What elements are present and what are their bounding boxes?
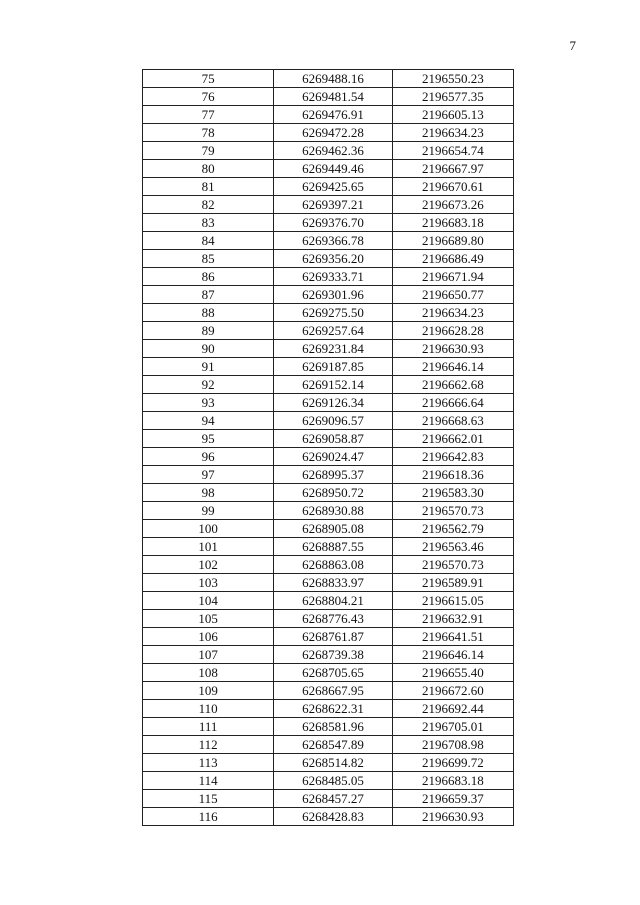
y-coordinate-cell: 2196583.30 — [392, 484, 513, 502]
x-coordinate-cell: 6269472.28 — [274, 124, 392, 142]
y-coordinate-cell: 2196628.28 — [392, 322, 513, 340]
table-row — [143, 682, 514, 700]
point-number-cell: 93 — [143, 394, 274, 412]
table-row — [143, 520, 514, 538]
x-coordinate-cell: 6268887.55 — [274, 538, 392, 556]
y-coordinate-cell: 2196655.40 — [392, 664, 513, 682]
point-number-cell: 75 — [143, 70, 274, 88]
table-row — [143, 772, 514, 790]
table-row — [143, 502, 514, 520]
point-number-cell: 81 — [143, 178, 274, 196]
point-number-cell: 102 — [143, 556, 274, 574]
table-row — [143, 322, 514, 340]
y-coordinate-cell: 2196562.79 — [392, 520, 513, 538]
table-row — [143, 286, 514, 304]
x-coordinate-cell: 6269462.36 — [274, 142, 392, 160]
table-row — [143, 124, 514, 142]
table-row — [143, 88, 514, 106]
point-number-cell: 90 — [143, 340, 274, 358]
point-number-cell: 98 — [143, 484, 274, 502]
point-number-cell: 114 — [143, 772, 274, 790]
x-coordinate-cell: 6269301.96 — [274, 286, 392, 304]
y-coordinate-cell: 2196634.23 — [392, 304, 513, 322]
y-coordinate-cell: 2196666.64 — [392, 394, 513, 412]
table-row — [143, 160, 514, 178]
point-number-cell: 88 — [143, 304, 274, 322]
x-coordinate-cell: 6269187.85 — [274, 358, 392, 376]
x-coordinate-cell: 6269366.78 — [274, 232, 392, 250]
x-coordinate-cell: 6269425.65 — [274, 178, 392, 196]
point-number-cell: 76 — [143, 88, 274, 106]
table-row — [143, 754, 514, 772]
table-row — [143, 250, 514, 268]
point-number-cell: 110 — [143, 700, 274, 718]
x-coordinate-cell: 6268457.27 — [274, 790, 392, 808]
x-coordinate-cell: 6269257.64 — [274, 322, 392, 340]
table-row — [143, 646, 514, 664]
table-row — [143, 394, 514, 412]
x-coordinate-cell: 6269152.14 — [274, 376, 392, 394]
y-coordinate-cell: 2196650.77 — [392, 286, 513, 304]
point-number-cell: 85 — [143, 250, 274, 268]
x-coordinate-cell: 6268761.87 — [274, 628, 392, 646]
y-coordinate-cell: 2196683.18 — [392, 214, 513, 232]
table-row — [143, 214, 514, 232]
point-number-cell: 97 — [143, 466, 274, 484]
point-number-cell: 83 — [143, 214, 274, 232]
point-number-cell: 91 — [143, 358, 274, 376]
y-coordinate-cell: 2196632.91 — [392, 610, 513, 628]
point-number-cell: 103 — [143, 574, 274, 592]
point-number-cell: 107 — [143, 646, 274, 664]
x-coordinate-cell: 6268514.82 — [274, 754, 392, 772]
table-row — [143, 340, 514, 358]
y-coordinate-cell: 2196662.01 — [392, 430, 513, 448]
table-row — [143, 574, 514, 592]
y-coordinate-cell: 2196659.37 — [392, 790, 513, 808]
y-coordinate-cell: 2196673.26 — [392, 196, 513, 214]
table-row — [143, 484, 514, 502]
x-coordinate-cell: 6268705.65 — [274, 664, 392, 682]
point-number-cell: 84 — [143, 232, 274, 250]
y-coordinate-cell: 2196670.61 — [392, 178, 513, 196]
table-row — [143, 142, 514, 160]
x-coordinate-cell: 6269397.21 — [274, 196, 392, 214]
coordinates-table — [142, 69, 514, 826]
page-number: 7 — [569, 38, 576, 53]
x-coordinate-cell: 6268547.89 — [274, 736, 392, 754]
y-coordinate-cell: 2196630.93 — [392, 808, 513, 826]
y-coordinate-cell: 2196642.83 — [392, 448, 513, 466]
x-coordinate-cell: 6269275.50 — [274, 304, 392, 322]
y-coordinate-cell: 2196699.72 — [392, 754, 513, 772]
point-number-cell: 108 — [143, 664, 274, 682]
y-coordinate-cell: 2196550.23 — [392, 70, 513, 88]
x-coordinate-cell: 6268776.43 — [274, 610, 392, 628]
y-coordinate-cell: 2196672.60 — [392, 682, 513, 700]
x-coordinate-cell: 6269476.91 — [274, 106, 392, 124]
x-coordinate-cell: 6268905.08 — [274, 520, 392, 538]
point-number-cell: 100 — [143, 520, 274, 538]
point-number-cell: 95 — [143, 430, 274, 448]
point-number-cell: 89 — [143, 322, 274, 340]
x-coordinate-cell: 6269449.46 — [274, 160, 392, 178]
point-number-cell: 112 — [143, 736, 274, 754]
table-row — [143, 808, 514, 826]
x-coordinate-cell: 6268485.05 — [274, 772, 392, 790]
table-row — [143, 538, 514, 556]
y-coordinate-cell: 2196686.49 — [392, 250, 513, 268]
point-number-cell: 79 — [143, 142, 274, 160]
x-coordinate-cell: 6268863.08 — [274, 556, 392, 574]
y-coordinate-cell: 2196705.01 — [392, 718, 513, 736]
y-coordinate-cell: 2196671.94 — [392, 268, 513, 286]
x-coordinate-cell: 6268622.31 — [274, 700, 392, 718]
table-row — [143, 232, 514, 250]
x-coordinate-cell: 6269481.54 — [274, 88, 392, 106]
y-coordinate-cell: 2196605.13 — [392, 106, 513, 124]
x-coordinate-cell: 6269231.84 — [274, 340, 392, 358]
point-number-cell: 86 — [143, 268, 274, 286]
x-coordinate-cell: 6269488.16 — [274, 70, 392, 88]
y-coordinate-cell: 2196708.98 — [392, 736, 513, 754]
table-row — [143, 196, 514, 214]
table-row — [143, 718, 514, 736]
y-coordinate-cell: 2196654.74 — [392, 142, 513, 160]
point-number-cell: 101 — [143, 538, 274, 556]
x-coordinate-cell: 6268995.37 — [274, 466, 392, 484]
y-coordinate-cell: 2196615.05 — [392, 592, 513, 610]
point-number-cell: 82 — [143, 196, 274, 214]
x-coordinate-cell: 6269096.57 — [274, 412, 392, 430]
y-coordinate-cell: 2196646.14 — [392, 358, 513, 376]
y-coordinate-cell: 2196692.44 — [392, 700, 513, 718]
x-coordinate-cell: 6269376.70 — [274, 214, 392, 232]
point-number-cell: 94 — [143, 412, 274, 430]
point-number-cell: 87 — [143, 286, 274, 304]
table-row — [143, 412, 514, 430]
table-row — [143, 736, 514, 754]
x-coordinate-cell: 6268581.96 — [274, 718, 392, 736]
table-row — [143, 178, 514, 196]
table-row — [143, 448, 514, 466]
x-coordinate-cell: 6269058.87 — [274, 430, 392, 448]
x-coordinate-cell: 6269356.20 — [274, 250, 392, 268]
y-coordinate-cell: 2196641.51 — [392, 628, 513, 646]
y-coordinate-cell: 2196634.23 — [392, 124, 513, 142]
x-coordinate-cell: 6268804.21 — [274, 592, 392, 610]
y-coordinate-cell: 2196646.14 — [392, 646, 513, 664]
point-number-cell: 111 — [143, 718, 274, 736]
x-coordinate-cell: 6268428.83 — [274, 808, 392, 826]
y-coordinate-cell: 2196689.80 — [392, 232, 513, 250]
table-row — [143, 376, 514, 394]
y-coordinate-cell: 2196668.63 — [392, 412, 513, 430]
y-coordinate-cell: 2196577.35 — [392, 88, 513, 106]
point-number-cell: 105 — [143, 610, 274, 628]
table-row — [143, 304, 514, 322]
table-row — [143, 700, 514, 718]
table-row — [143, 358, 514, 376]
y-coordinate-cell: 2196630.93 — [392, 340, 513, 358]
table-row — [143, 592, 514, 610]
table-row — [143, 790, 514, 808]
table-row — [143, 466, 514, 484]
x-coordinate-cell: 6268667.95 — [274, 682, 392, 700]
point-number-cell: 104 — [143, 592, 274, 610]
table-row — [143, 70, 514, 88]
x-coordinate-cell: 6269333.71 — [274, 268, 392, 286]
point-number-cell: 113 — [143, 754, 274, 772]
x-coordinate-cell: 6269126.34 — [274, 394, 392, 412]
x-coordinate-cell: 6268739.38 — [274, 646, 392, 664]
y-coordinate-cell: 2196570.73 — [392, 556, 513, 574]
point-number-cell: 92 — [143, 376, 274, 394]
point-number-cell: 96 — [143, 448, 274, 466]
y-coordinate-cell: 2196563.46 — [392, 538, 513, 556]
y-coordinate-cell: 2196618.36 — [392, 466, 513, 484]
y-coordinate-cell: 2196589.91 — [392, 574, 513, 592]
table-row — [143, 268, 514, 286]
y-coordinate-cell: 2196662.68 — [392, 376, 513, 394]
x-coordinate-cell: 6268833.97 — [274, 574, 392, 592]
table-row — [143, 430, 514, 448]
point-number-cell: 77 — [143, 106, 274, 124]
table-row — [143, 628, 514, 646]
point-number-cell: 78 — [143, 124, 274, 142]
table-row — [143, 664, 514, 682]
x-coordinate-cell: 6269024.47 — [274, 448, 392, 466]
x-coordinate-cell: 6268950.72 — [274, 484, 392, 502]
point-number-cell: 106 — [143, 628, 274, 646]
point-number-cell: 109 — [143, 682, 274, 700]
x-coordinate-cell: 6268930.88 — [274, 502, 392, 520]
table-row — [143, 106, 514, 124]
table-row — [143, 610, 514, 628]
y-coordinate-cell: 2196570.73 — [392, 502, 513, 520]
table-row — [143, 556, 514, 574]
coordinates-table-body — [143, 70, 514, 826]
y-coordinate-cell: 2196683.18 — [392, 772, 513, 790]
point-number-cell: 115 — [143, 790, 274, 808]
point-number-cell: 99 — [143, 502, 274, 520]
point-number-cell: 80 — [143, 160, 274, 178]
point-number-cell: 116 — [143, 808, 274, 826]
y-coordinate-cell: 2196667.97 — [392, 160, 513, 178]
